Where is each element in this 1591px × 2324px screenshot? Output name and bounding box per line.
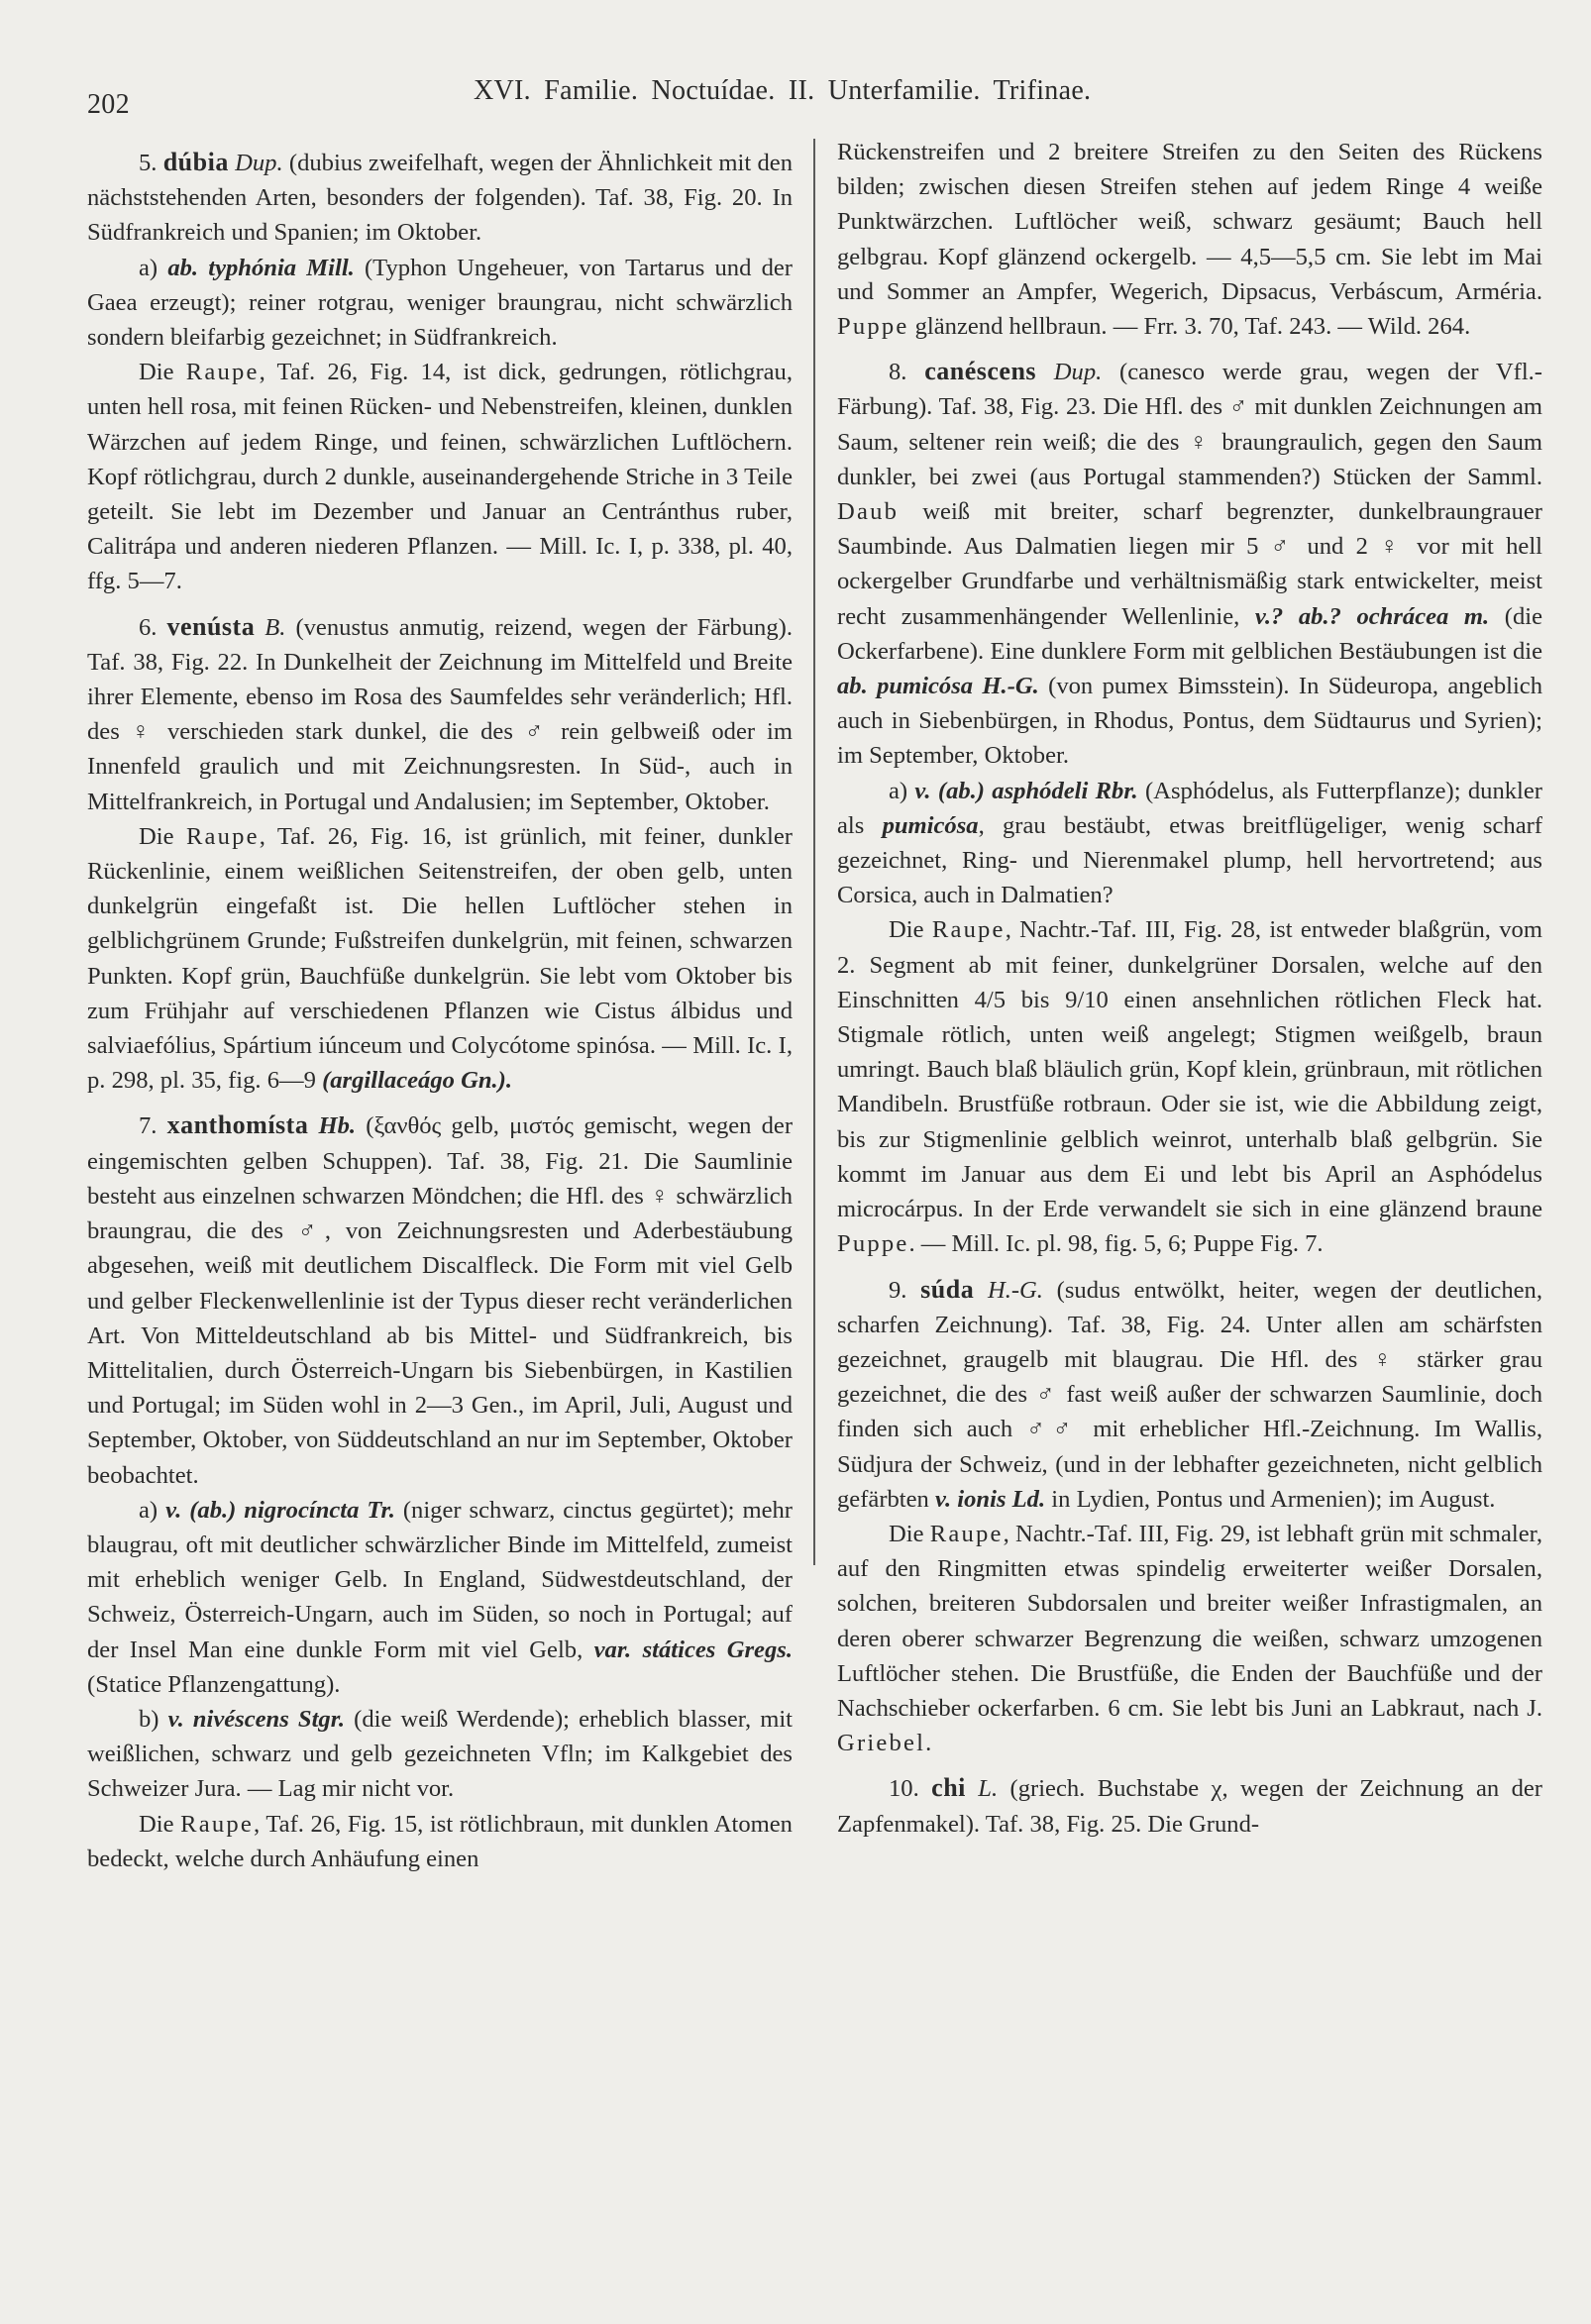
text-run: , Taf. 26, Fig. 14, ist dick, gedrungen, rötlichgrau, unten hell rosa, mit feinen Rücken- und Nebenstreifen, kleinen, dunklen Wärzchen auf jedem Ringe, und feinen, schwärzlichen Luftlöchern. Kopf rötlichgrau, durch 2 dunkle, auseinandergehende Striche in 3 Teile geteilt. Sie lebt im Dezember und Januar an Centránthus ruber, Calitrápa und anderen niederen Pflanzen. — Mill. Ic. I, p. 338, pl. 40, ffg. 5—7. bbox=[87, 359, 793, 595]
text-run: Hb. bbox=[318, 1112, 357, 1140]
left-column-paragraph bbox=[87, 1807, 793, 1876]
species-name: chi bbox=[931, 1773, 966, 1803]
text-run: ab. typhónia Mill. bbox=[167, 254, 355, 281]
species-name: xanthomísta bbox=[166, 1110, 309, 1140]
text-run: a) bbox=[139, 254, 168, 281]
text-run: v. (ab.) nigrocíncta Tr. bbox=[165, 1496, 395, 1524]
page-number: 202 bbox=[87, 89, 130, 120]
right-text-column bbox=[837, 135, 1542, 1842]
text-run: (ξανθός gelb, μιστός gemischt, wegen der eingemischten gelben Schuppen). Taf. 38, Fig. 21. Die Saumlinie besteht aus einzelnen schwarzen Möndchen; die Hfl. des ♀ schwärzlich braungrau, die des ♂, von Zeichnungsresten und Aderbestäubung abgesehen, weiß mit deutlichem Discalfleck. Die Form mit viel Gelb und gelber Fleckenwellenlinie ist der Typus dieser recht veränderlichen Art. Von Mitteldeutschland ab bis Mittel- und Südfrankreich, bis Mittelitalien, durch Österreich-Ungarn bis Siebenbürgen, in Kastilien und Portugal; im Süden wohl in 2—3 Gen., im April, Juli, August und September, Oktober, von Süddeutschland an nur im September, Oktober beobachtet. bbox=[87, 1112, 794, 1489]
text-run: Die bbox=[889, 916, 932, 944]
left-column-paragraph bbox=[87, 145, 793, 251]
text-run: (Statice Pflanzengattung). bbox=[87, 1670, 341, 1698]
species-name: canéscens bbox=[924, 357, 1037, 386]
text-run: pumicósa bbox=[882, 811, 979, 839]
text-run: (die weiß Werdende); erheblich blasser, mit weißlichen, schwarz und gelb gezeichneten Vfln; im Kalkgebiet des Schweizer Jura. — Lag mir nicht vor. bbox=[87, 1705, 793, 1803]
text-run: Raupe bbox=[185, 359, 260, 386]
left-column-paragraph bbox=[87, 1493, 793, 1702]
text-run: v. ionis Ld. bbox=[935, 1485, 1046, 1513]
text-run: (venustus anmutig, reizend, wegen der Färbung). Taf. 38, Fig. 22. In Dunkelheit der Zeichnung im Mittelfeld und Breite ihrer Elemente, ebenso im Rosa des Saumfeldes sehr veränderlich; Hfl. des ♀ verschieden stark dunkel, die des ♂ rein gelbweiß oder im Innenfeld graulich und mit Zeichnungsresten. In Süd-, auch in Mittelfrankreich, in Portugal und Andalusien; im September, Oktober. bbox=[87, 613, 793, 815]
species-name: súda bbox=[920, 1274, 975, 1304]
text-run: , Taf. 26, Fig. 16, ist grünlich, mit feiner, dunkler Rückenlinie, einem weißlichen Seitenstreifen, der oben gelb, unten dunkelgrün eingefaßt ist. Die hellen Luftlöcher stehen in gelblichgrünem Grunde; Fußstreifen dunkelgrün, mit feinen, schwarzen Punkten. Kopf grün, Bauchfüße dunkelgrün. Sie lebt vom Oktober bis zum Frühjahr auf verschiedenen Pflanzen wie Cistus álbidus und salviaefólius, Spártium iúnceum und Colycótome spinósa. — Mill. Ic. I, p. 298, pl. 35, fig. 6—9 bbox=[87, 822, 793, 1095]
text-run: , Nachtr.-Taf. III, Fig. 28, ist entweder blaßgrün, vom 2. Segment ab mit feiner, dunkelgrüner Dorsalen, welche auf den Einschnitten 4/5 bis 9/10 einen ansehnlichen rötlichen Fleck hat. Stigmale rötlich, unten weiß angelegt; Stigmen weißgelb, braun umringt. Bauch blaß bläulich grün, Kopf klein, grünbraun, mit rötlichen Mandibeln. Brustfüße rotbraun. Oder sie ist, wie die Abbildung zeigt, bis zur Stigmenlinie gelblich weinrot, unterhalb blaß gelbgrün. Sie kommt im Januar aus dem Ei und lebt bis April an Asphódelus microcárpus. In der Erde verwandelt sie sich in eine glänzend braune bbox=[837, 916, 1542, 1223]
text-run: 5. bbox=[139, 150, 163, 176]
column-divider bbox=[813, 139, 815, 1565]
text-run: glänzend hellbraun. — Frr. 3. 70, Taf. 243. — Wild. 264. bbox=[908, 313, 1471, 341]
right-column-paragraph bbox=[837, 774, 1542, 913]
left-text-column bbox=[87, 135, 793, 1876]
text-run: Raupe bbox=[931, 916, 1006, 944]
left-column-paragraph bbox=[87, 609, 793, 819]
text-run: Puppe bbox=[837, 313, 909, 341]
left-column-paragraph bbox=[87, 819, 793, 1099]
text-run: Dup. bbox=[1053, 359, 1103, 386]
right-column-paragraph bbox=[837, 1517, 1542, 1760]
text-run: v. nivéscens Stgr. bbox=[167, 1705, 346, 1733]
text-run: Die bbox=[139, 822, 186, 850]
text-run: ab. pumicósa H.-G. bbox=[837, 673, 1039, 700]
text-run: (argillaceágo Gn.). bbox=[322, 1067, 513, 1095]
text-run: 6. bbox=[139, 613, 167, 641]
text-run: 9. bbox=[889, 1276, 921, 1304]
text-run: (dubius zweifelhaft, wegen der Ähnlichkeit mit den nächststehenden Arten, besonders der folgenden). Taf. 38, Fig. 20. In Südfrankreich und Spanien; im Oktober. bbox=[87, 150, 793, 247]
species-name: venústa bbox=[166, 611, 256, 641]
text-run: H.-G. bbox=[987, 1276, 1043, 1304]
text-run: (griech. Buchstabe χ, wegen der Zeichnung an der Zapfenmakel). Taf. 38, Fig. 25. Die Grund- bbox=[837, 1775, 1542, 1838]
text-run: a) bbox=[139, 1496, 166, 1524]
text-run bbox=[255, 614, 265, 641]
text-run: weiß mit breiter, scharf begrenzter, dunkelbraungrauer Saumbinde. Aus Dalmatien liegen mir 5 ♂ und 2 ♀ vor mit hell ockergelber Grundfarbe und verhältnismäßig stark entwickelter, meist recht zusammenhängender Wellenlinie, bbox=[837, 498, 1542, 630]
left-column-paragraph bbox=[87, 1108, 793, 1492]
text-run: a) bbox=[889, 777, 915, 804]
text-run: v. (ab.) asphódeli Rbr. bbox=[914, 777, 1138, 804]
text-run: , Taf. 26, Fig. 15, ist rötlichbraun, mit dunklen Atomen bedeckt, welche durch Anhäufung einen bbox=[87, 1810, 793, 1872]
left-column-paragraph bbox=[87, 251, 793, 356]
text-run: Puppe bbox=[837, 1230, 909, 1258]
text-run: (von pumex Bimsstein). In Südeuropa, angeblich auch in Siebenbürgen, in Rhodus, Pontus, dem Südtaurus und Syrien); im September, Oktober. bbox=[837, 673, 1542, 770]
right-column-paragraph bbox=[837, 135, 1542, 344]
text-run: Die bbox=[139, 1810, 181, 1838]
text-run: 8. bbox=[889, 359, 925, 386]
species-name: dúbia bbox=[162, 148, 229, 176]
right-column-paragraph bbox=[837, 912, 1542, 1261]
text-run: Die bbox=[889, 1520, 930, 1547]
text-run: . — Mill. Ic. pl. 98, fig. 5, 6; Puppe Fig. 7. bbox=[908, 1230, 1324, 1258]
text-run bbox=[308, 1112, 318, 1139]
text-run: v.? ab.? ochrácea m. bbox=[1254, 602, 1490, 630]
text-run: 7. bbox=[139, 1112, 167, 1140]
right-column-paragraph bbox=[837, 1770, 1542, 1841]
text-run: B. bbox=[265, 613, 286, 641]
running-title: XVI. Familie. Noctuídae. II. Unterfamilie. Trifinae. bbox=[474, 75, 1092, 106]
text-run: Die bbox=[139, 359, 186, 386]
text-run: (Typhon Ungeheuer, von Tartarus und der Gaea erzeugt); reiner rotgrau, weniger braungrau, nicht schwärzlich sondern bleifarbig gezeichnet; in Südfrankreich. bbox=[87, 254, 793, 352]
text-run bbox=[974, 1277, 988, 1304]
text-run: (Asphódelus, als Futterpflanze); dunkler als bbox=[837, 777, 1542, 839]
text-run: Dup. bbox=[235, 150, 283, 176]
running-header bbox=[87, 65, 1553, 120]
text-run: Raupe bbox=[929, 1520, 1004, 1547]
right-column-paragraph bbox=[837, 354, 1542, 773]
text-run: Raupe bbox=[185, 822, 260, 850]
text-run: (canesco werde grau, wegen der Vfl.-Färbung). Taf. 38, Fig. 23. Die Hfl. des ♂ mit dunklen Zeichnungen am Saum, seltener rein weiß; die des ♀ braungraulich, gegen den Saum dunkler, bei zwei (aus Portugal stammenden?) Stücken der Samml. bbox=[837, 359, 1542, 490]
text-run: . bbox=[925, 1730, 932, 1757]
text-run: Griebel bbox=[837, 1730, 926, 1757]
right-column-paragraph bbox=[837, 1272, 1542, 1517]
text-run: Raupe bbox=[180, 1810, 254, 1838]
text-run: (niger schwarz, cinctus gegürtet); mehr blaugrau, oft mit deutlicher schwärzlicher Binde im Mittelfeld, zumeist mit erheblich weniger Gelb. In England, Südwestdeutschland, der Schweiz, Österreich-Ungarn, auch im Süden, so noch in Portugal; auf der Insel Man eine dunkle Form mit viel Gelb, bbox=[87, 1496, 793, 1663]
text-run: L. bbox=[978, 1775, 999, 1803]
text-run: Daub bbox=[837, 498, 900, 526]
left-column-paragraph bbox=[87, 1702, 793, 1807]
left-column-paragraph bbox=[87, 355, 793, 598]
text-run: (die Ockerfarbene). Eine dunklere Form mit gelblichen Bestäubungen ist die bbox=[837, 602, 1542, 665]
text-run: b) bbox=[139, 1705, 168, 1733]
text-run bbox=[966, 1775, 978, 1802]
text-run: 10. bbox=[889, 1775, 932, 1803]
text-run: (sudus entwölkt, heiter, wegen der deutlichen, scharfen Zeichnung). Taf. 38, Fig. 24. Unter allen am schärfsten gezeichnet, graugelb mit blaugrau. Die Hfl. des ♀ stärker grau gezeichnet, die des ♂ fast weiß außer der schwarzen Saumlinie, doch finden sich auch ♂♂ mit erheblicher Hfl.-Zeichnung. Im Wallis, Südjura der Schweiz, (und in der lebhafter gezeichneten, nicht gelblich gefärbten bbox=[837, 1276, 1542, 1513]
text-run: , grau bestäubt, etwas breitflügeliger, wenig scharf gezeichnet, Ring- und Nierenmakel plump, hell hervortretend; aus Corsica, auch in Dalmatien? bbox=[837, 811, 1543, 909]
text-run: Rückenstreifen und 2 breitere Streifen zu den Seiten des Rückens bilden; zwischen diesen Streifen stehen auf jedem Ringe 4 weiße Punktwärzchen. Luftlöcher weiß, schwarz gesäumt; Bauch hell gelbgrau. Kopf glänzend ockergelb. — 4,5—5,5 cm. Sie lebt im Mai und Sommer an Ampfer, Wegerich, Dipsacus, Verbáscum, Arméria. bbox=[837, 139, 1542, 305]
text-run: , Nachtr.-Taf. III, Fig. 29, ist lebhaft grün mit schmaler, auf den Ringmitten etwas spindelig erweiterter weißer Dorsalen, solchen, breiteren Subdorsalen und breiter weißer Infrastigmalen, an deren oberer schwarzer Begrenzung die weißen, schwarz umzogenen Luftlöcher stehen. Die Brustfüße, die Enden der Bauchfüße und der Nachschieber ockerfarben. 6 cm. Sie lebt bis Juni an Labkraut, nach J. bbox=[837, 1520, 1542, 1722]
text-run: var. státices Gregs. bbox=[593, 1636, 793, 1663]
text-run bbox=[1036, 359, 1054, 385]
text-run: in Lydien, Pontus und Armenien); im August. bbox=[1045, 1485, 1496, 1513]
